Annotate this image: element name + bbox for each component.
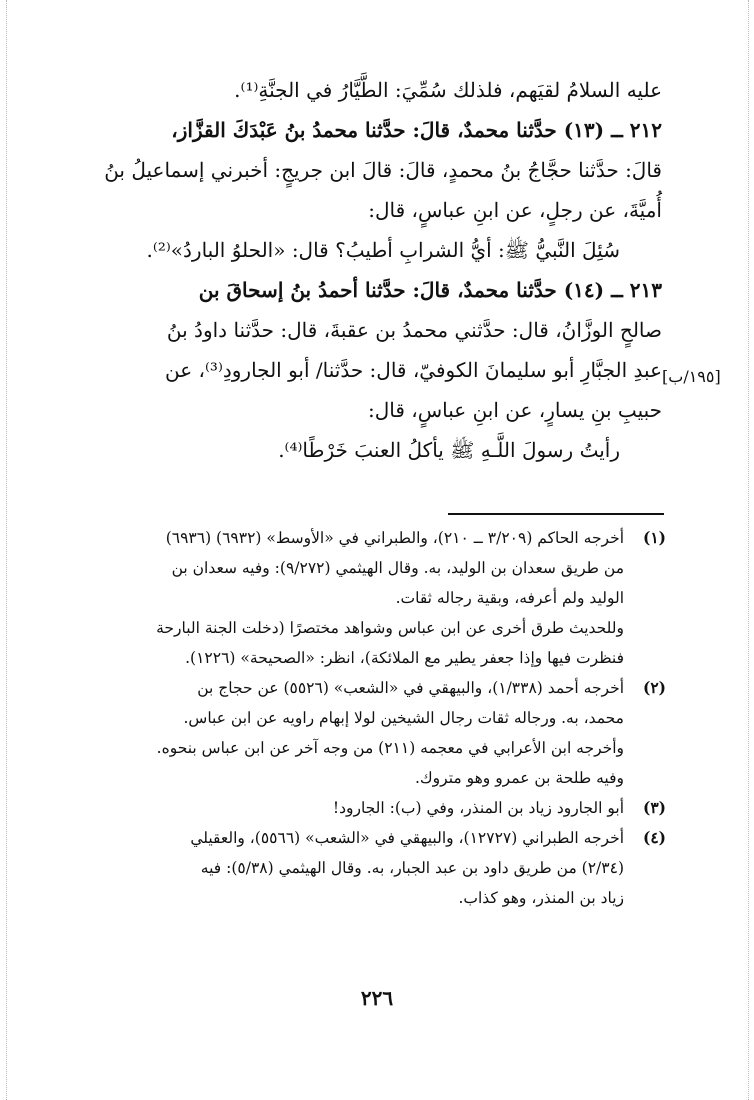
- footnote-line: أخرجه الطبراني (١٢٧٢٧)، والبيهقي في «الشعب» (٥٥٦٦)، والعقيلي: [190, 829, 624, 847]
- footnotes-block: [86, 523, 666, 913]
- footnote-line: أبو الجارود زياد بن المنذر، وفي (ب): الجارود!: [332, 799, 624, 817]
- main-line-7: صالحٍ الوزَّانُ، قال: حدَّثني محمدُ بن عقبةَ، قال: حدَّثنا داودُ بنُ: [166, 318, 662, 342]
- footnote-4: [86, 823, 666, 913]
- footnote-divider: [448, 513, 664, 515]
- footnote-line: محمد، به. ورجاله ثقات رجال الشيخين لولا إبهام راويه عن ابن عباس.: [183, 709, 624, 727]
- footnote-line: الوليد ولم أعرفه، وبقية رجاله ثقات.: [395, 589, 624, 607]
- footnote-line: زياد بن المنذر، وهو كذاب.: [458, 889, 624, 907]
- footnote-line: فنظرت فيها وإذا جعفر يطير مع الملائكة)، انظر: «الصحيحة» (١٢٢٦).: [185, 649, 624, 667]
- main-line-8: عبدِ الجبَّارِ أبو سليمانَ الكوفيّ، قال: حدَّثنا/ أبو الجارودِ⁽³⁾، عن: [165, 358, 662, 382]
- footnote-number: (١): [642, 528, 666, 547]
- right-margin-rule: [748, 0, 749, 1100]
- footnote-line: وللحديث طرق أخرى عن ابن عباس وشواهد مختصرًا (دخلت الجنة البارحة: [156, 619, 624, 637]
- left-margin-rule: [6, 0, 7, 1100]
- footnote-2: [86, 673, 666, 793]
- footnote-line: من طريق سعدان بن الوليد، به. وقال الهيثمي (٩/٢٧٢): وفيه سعدان بن: [171, 559, 624, 577]
- footnote-number: (٣): [642, 798, 666, 817]
- footnote-line: أخرجه أحمد (١/٣٣٨)، والبيهقي في «الشعب» (٥٥٢٦) عن حجاج بن: [197, 679, 624, 697]
- footnote-line: وفيه طلحة بن عمرو وهو متروك.: [414, 769, 624, 787]
- hadith-213-matn: رأيتُ رسولَ اللَّـهِ ﷺ يأكلُ العنبَ خَرْطًا⁽⁴⁾.: [278, 438, 620, 462]
- footnote-line: أخرجه الحاكم (٣/٢٠٩ ــ ٢١٠)، والطبراني في «الأوسط» (٦٩٣٢) (٦٩٣٦): [165, 529, 624, 547]
- main-line-3: قالَ: حدَّثنا حجَّاجُ بنُ محمدٍ، قالَ: قالَ ابن جريجٍ: أخبرني إسماعيلُ بنُ: [104, 158, 662, 182]
- footnote-number: (٤): [642, 828, 666, 847]
- footnote-line: وأخرجه ابن الأعرابي في معجمه (٢١١) من وجه آخر عن ابن عباس بنحوه.: [156, 739, 624, 757]
- manuscript-folio-marker: [١٩٥/ب]: [662, 367, 721, 386]
- main-line-4: أُميَّةَ، عن رجلٍ، عن ابنِ عباسٍ، قال:: [368, 198, 662, 222]
- footnote-1: [86, 523, 666, 673]
- footnote-3: [86, 793, 666, 823]
- main-text-block: [82, 70, 662, 470]
- page-number: ٢٢٦: [360, 986, 394, 1010]
- footnote-number: (٢): [642, 678, 666, 697]
- hadith-213-heading: ٢١٣ ــ (١٤) حدَّثنا محمدٌ، قالَ: حدَّثنا أحمدُ بنُ إسحاقَ بن: [198, 278, 662, 302]
- footnote-line: (٢/٣٤) من طريق داود بن عبد الجبار، به. وقال الهيثمي (٥/٣٨): فيه: [200, 859, 624, 877]
- main-line-9: حبيبِ بنِ يسارٍ، عن ابنِ عباسٍ، قال:: [368, 398, 662, 422]
- hadith-212-heading: ٢١٢ ــ (١٣) حدَّثنا محمدٌ، قالَ: حدَّثنا محمدُ بنُ عَبْدَكَ القزَّاز،: [171, 118, 662, 142]
- hadith-212-matn: سُئِلَ النَّبيُّ ﷺ: أيُّ الشرابِ أطيبُ؟ قال: «الحلوُ الباردُ»⁽²⁾.: [146, 238, 620, 262]
- main-line-1: عليه السلامُ لقيَهم، فلذلك سُمِّيَ: الطَّيَّارُ في الجنَّةِ⁽¹⁾.: [234, 78, 662, 102]
